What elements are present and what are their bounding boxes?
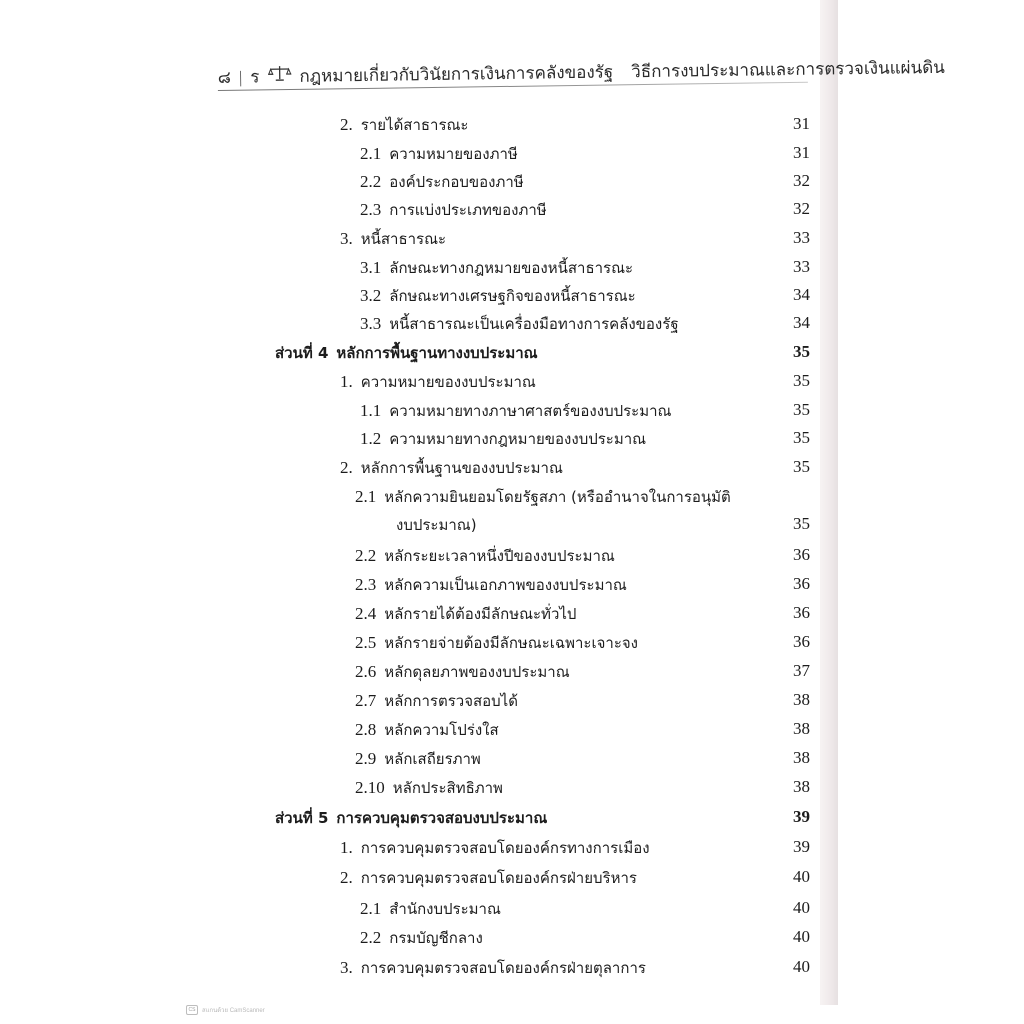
toc-page-number: 35 [793,514,810,533]
toc-page-number: 40 [793,927,810,946]
toc-entry-number: 2. [340,115,353,134]
toc-entry-number: 2.1 [360,144,382,163]
toc-page-number: 31 [793,143,810,162]
toc-entry-number: 2. [340,458,353,477]
toc-part-heading [275,340,538,366]
toc-page-number: 37 [793,661,810,680]
toc-entry [355,717,499,743]
toc-entry-number: ส่วนที่ 4 [275,344,329,362]
toc-entry-number: ส่วนที่ 5 [275,809,329,827]
toc-page-number: 40 [793,898,810,917]
header-separator: | [238,67,243,87]
toc-entry-number: 2.8 [355,720,377,739]
toc-page-number: 33 [793,257,810,276]
toc-entry-label: การแบ่งประเภทของภาษี [389,201,547,219]
toc-entry-label: หลักเสถียรภาพ [384,750,481,768]
toc-page-number: 34 [793,313,810,332]
toc-entry-number: 2.5 [355,633,377,652]
toc-entry-number: 2.7 [355,691,377,710]
toc-entry-number: 1.1 [360,401,382,420]
toc-page-number: 36 [793,632,810,651]
toc-entry-number: 2.3 [360,200,382,219]
toc-entry-number: 2.10 [355,778,385,797]
toc-entry [355,543,615,569]
toc-page-number: 35 [793,400,810,419]
toc-entry [355,688,518,714]
toc-entry [360,398,671,424]
header-title-right: วิธีการงบประมาณและการตรวจเงินแผ่นดิน [631,57,945,82]
toc-entry [360,426,646,452]
toc-entry-number: 2.2 [360,172,382,191]
toc-page-number: 39 [793,807,810,826]
toc-entry [360,283,636,309]
toc-entry-number: 3.3 [360,314,382,333]
toc-entry-number: 2.6 [355,662,377,681]
toc-entry-label: หลักรายได้ต้องมีลักษณะทั่วไป [384,605,577,623]
toc-part-heading [275,805,547,831]
toc-entry-label: ลักษณะทางกฎหมายของหนี้สาธารณะ [389,259,634,277]
toc-page-number: 32 [793,199,810,218]
toc-page-number: 34 [793,285,810,304]
toc-entry [360,141,518,167]
toc-entry-label: กรมบัญชีกลาง [389,929,483,947]
toc-entry-number: 2.4 [355,604,377,623]
toc-page-number: 38 [793,719,810,738]
toc-entry-number: 2. [340,868,353,887]
toc-entry-number: 3.1 [360,258,382,277]
toc-page-number: 35 [793,371,810,390]
toc-entry-label: หลักรายจ่ายต้องมีลักษณะเฉพาะเจาะจง [384,634,638,652]
toc-entry [340,955,646,981]
toc-entry-label: หลักประสิทธิภาพ [392,779,503,797]
toc-entry [355,659,570,685]
toc-entry-label: หลักความโปร่งใส [384,721,499,739]
toc-entry-label: หนี้สาธารณะเป็นเครื่องมือทางการคลังของรัฐ [389,315,679,333]
toc-entry-number: 3. [340,958,353,977]
toc-entry [340,865,637,891]
toc-entry-label: รายได้สาธารณะ [360,116,469,134]
toc-entry [355,746,481,772]
toc-entry-number: 1.2 [360,429,382,448]
page-marker-right: ร [250,67,260,87]
toc-entry-label: สำนักงบประมาณ [389,900,501,918]
toc-entry [360,255,633,281]
toc-entry-number: 3. [340,229,353,248]
toc-entry-number: 1. [340,838,353,857]
toc-entry-label: หลักการตรวจสอบได้ [384,692,518,710]
toc-page-number: 35 [793,428,810,447]
toc-entry [396,512,477,538]
toc-entry-number: 2.1 [360,899,382,918]
toc-entry-label: องค์ประกอบของภาษี [389,173,524,191]
toc-entry-label: ความหมายของงบประมาณ [360,373,536,391]
toc-entry-label: การควบคุมตรวจสอบโดยองค์กรทางการเมือง [360,839,650,857]
toc-entry-label: การควบคุมตรวจสอบงบประมาณ [336,809,548,827]
toc-entry-label: การควบคุมตรวจสอบโดยองค์กรฝ่ายตุลาการ [360,959,646,977]
toc-entry [355,630,638,656]
toc-page-number: 31 [793,114,810,133]
toc-entry [340,112,469,138]
toc-entry-label: งบประมาณ) [396,516,477,534]
watermark-text: สแกนด้วย CamScanner [202,1008,265,1014]
toc-entry-label: หนี้สาธารณะ [360,230,447,248]
toc-page-number: 35 [793,342,810,361]
toc-page-number: 38 [793,748,810,767]
toc-entry [360,169,524,195]
toc-page-number: 40 [793,957,810,976]
toc-page-number: 40 [793,867,810,886]
toc-entry-number: 2.1 [355,487,377,506]
toc-page-number: 36 [793,545,810,564]
toc-entry [360,197,547,223]
toc-entry [355,775,503,801]
toc-entry-label: การควบคุมตรวจสอบโดยองค์กรฝ่ายบริหาร [360,869,637,887]
toc-entry [360,896,501,922]
toc-entry-number: 2.2 [355,546,377,565]
toc-page-number: 36 [793,603,810,622]
toc-entry [360,311,679,337]
toc-page-number: 33 [793,228,810,247]
toc-entry [340,455,563,481]
toc-entry [355,484,731,510]
toc-entry [360,925,483,951]
toc-page-number: 36 [793,574,810,593]
toc-entry-label: หลักการพื้นฐานทางงบประมาณ [336,344,538,362]
toc-entry-number: 3.2 [360,286,382,305]
toc-entry-number: 2.2 [360,928,382,947]
header-title-left: กฎหมายเกี่ยวกับวินัยการเงินการคลังของรัฐ [299,62,614,86]
toc-page-number: 35 [793,457,810,476]
toc-entry [355,601,576,627]
toc-entry-label: หลักการพื้นฐานของงบประมาณ [360,459,563,477]
toc-entry-number: 1. [340,372,353,391]
toc-entry-label: หลักความยินยอมโดยรัฐสภา (หรืออำนาจในการอนุมัติ [384,488,731,506]
toc-entry-label: ความหมายทางกฎหมายของงบประมาณ [389,430,647,448]
toc-entry-number: 2.9 [355,749,377,768]
toc-entry-label: ความหมายของภาษี [389,145,518,163]
toc-entry-label: ลักษณะทางเศรษฐกิจของหนี้สาธารณะ [389,287,636,305]
toc-page-number: 39 [793,837,810,856]
camscanner-watermark [186,1005,265,1015]
toc-entry [355,572,627,598]
toc-entry-label: ความหมายทางภาษาศาสตร์ของงบประมาณ [389,402,672,420]
toc-entry [340,835,650,861]
camscanner-logo-icon: CS [186,1005,198,1015]
toc-entry-number: 2.3 [355,575,377,594]
toc-page-number: 38 [793,777,810,796]
toc-entry-label: หลักความเป็นเอกภาพของงบประมาณ [384,576,627,594]
toc-page-number: 38 [793,690,810,709]
toc-entry [340,369,536,395]
toc-entry [340,226,446,252]
toc-page-number: 32 [793,171,810,190]
toc-entry-label: หลักระยะเวลาหนึ่งปีของงบประมาณ [384,547,615,565]
page-marker-left: ๘ [217,67,231,88]
toc-entry-label: หลักดุลยภาพของงบประมาณ [384,663,570,681]
